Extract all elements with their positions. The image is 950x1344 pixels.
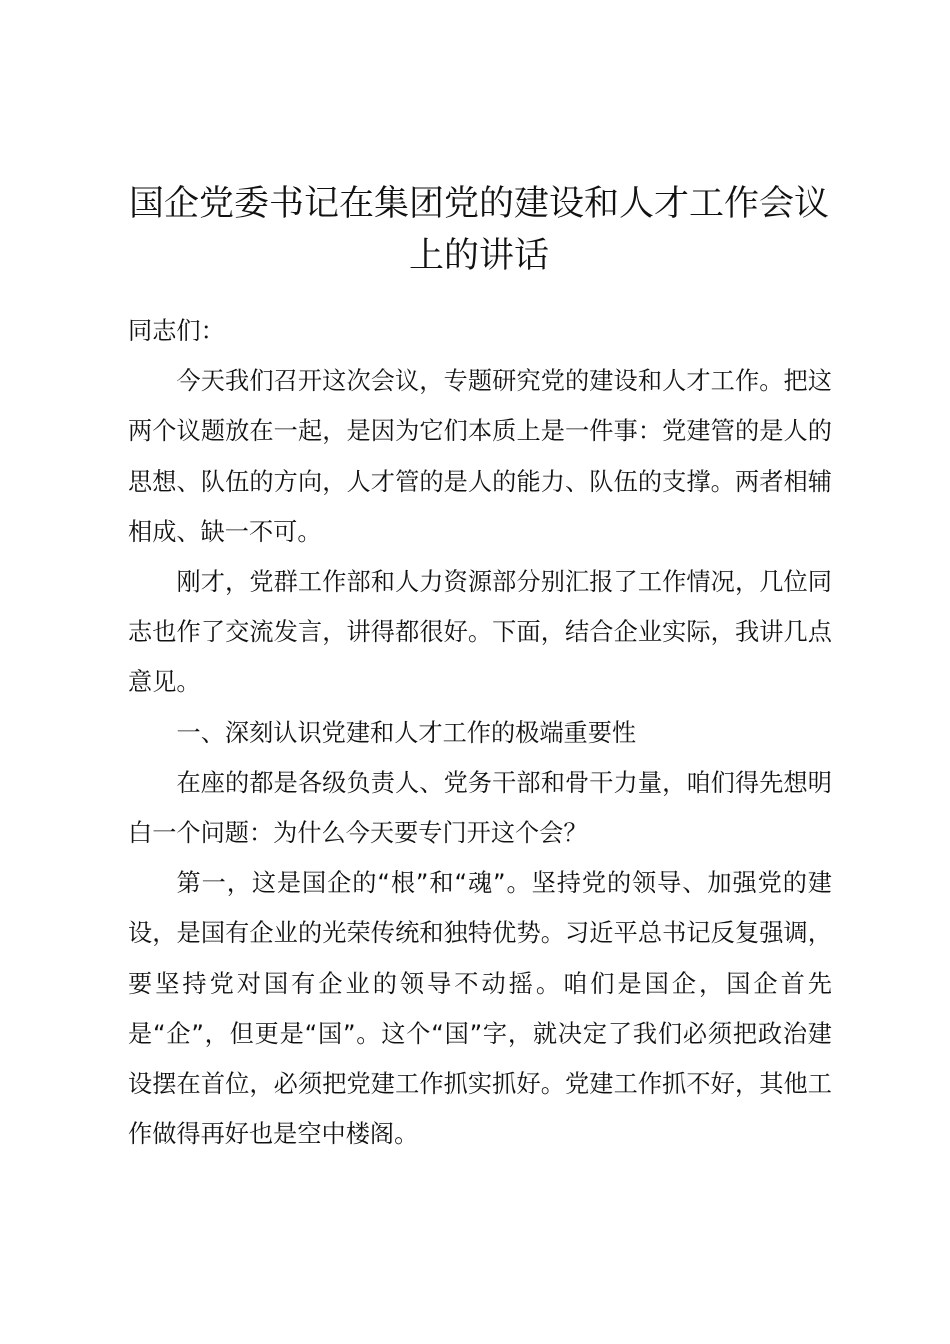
paragraph-context: 刚才，党群工作部和人力资源部分别汇报了工作情况，几位同志也作了交流发言，讲得都很好。下面，结合企业实际，我讲几点意见。 [128, 568, 832, 697]
salutation: 同志们： [128, 317, 225, 345]
section-heading-1: 一、深刻认识党建和人才工作的极端重要性 [176, 718, 637, 747]
document-title: 国企党委书记在集团党的建设和人才工作会议上的讲话 [128, 184, 829, 276]
paragraph-question: 在座的都是各级负责人、党务干部和骨干力量，咱们得先想明白一个问题：为什么今天要专门开这个会？ [128, 768, 832, 848]
paragraph-point-1: 第一，这是国企的“根”和“魂”。坚持党的领导、加强党的建设，是国有企业的光荣传统和独特优势。习近平总书记反复强调，要坚持党对国有企业的领导不动摇。咱们是国企，国企首先是“企”，但更是“国”。这个“国”字，就决定了我们必须把政治建设摆在首位，必须把党建工作抓实抓好。党建工作抓不好，其他工作做得再好也是空中楼阁。 [128, 869, 832, 1149]
document-body [128, 306, 832, 1159]
paragraph-opening: 今天我们召开这次会议，专题研究党的建设和人才工作。把这两个议题放在一起，是因为它们本质上是一件事：党建管的是人的思想、队伍的方向，人才管的是人的能力、队伍的支撑。两者相辅相成、缺一不可。 [128, 367, 832, 546]
